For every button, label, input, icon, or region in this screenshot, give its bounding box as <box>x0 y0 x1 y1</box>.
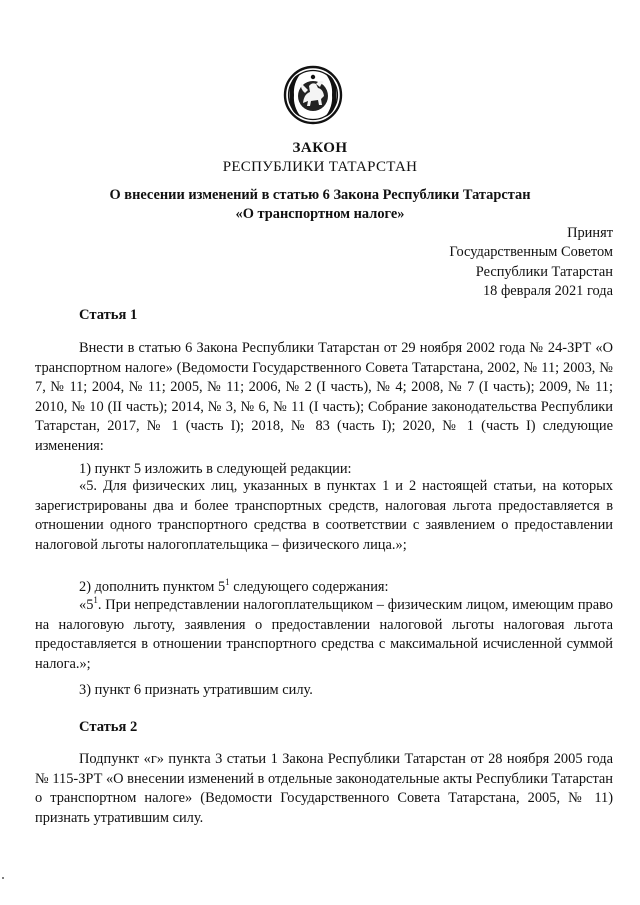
scan-mark <box>0 874 8 882</box>
document-type: ЗАКОН <box>292 140 348 156</box>
item-2-text-prefix: «5 <box>79 597 94 613</box>
adoption-line: Принят <box>567 225 613 241</box>
item-2-superscript: 1 <box>225 577 230 588</box>
law-subject-line-2: «О транспортном налоге» <box>235 206 405 222</box>
adoption-line: Республики Татарстан <box>475 263 613 280</box>
article-1-item-2 <box>35 578 613 598</box>
adoption-date: 18 февраля 2021 года <box>482 283 613 300</box>
law-subject-line-1: О внесении изменений в статью 6 Закона Республики Татарстан <box>109 187 531 203</box>
article-1-heading: Статья 1 <box>79 307 138 323</box>
article-1-item-3: 3) пункт 6 признать утратившим силу. <box>79 682 313 698</box>
article-1-item-1-text: «5. Для физических лиц, указанных в пунктах 1 и 2 настоящей статьи, на которых зарегистрированы два и более транспортных средств, налоговая льгота предоставляется в отношении одного транспортного средства в соответствии с заявлением о предоставлении налоговой льготы налогоплательщика – физического лица.»; <box>35 478 613 553</box>
item-2-prefix: 2) дополнить пунктом 5 <box>79 579 226 595</box>
adoption-block <box>449 224 613 302</box>
article-1-item-2-text <box>35 596 613 674</box>
coat-of-arms-icon <box>283 65 343 125</box>
article-1-intro: Внести в статью 6 Закона Республики Татарстан от 29 ноября 2002 года № 24-ЗРТ «О транспортном налоге» (Ведомости Государственного Совета Татарстана, 2002, № 11; 2003, № 7, № 11; 2004, № 11; 2005, № 11; 2006, № 2 (I часть), № 4; 2008, № 7 (I часть); 2009, № 11; 2010, № 10 (II часть); 2014, № 3, № 6, № 11 (I часть); Собрание законодательства Республики Татарстан, 2017, № 1 (часть I); 2018, № 83 (часть I); 2020, № 1 (часть I) следующие изменения: <box>35 340 613 454</box>
issuer: РЕСПУБЛИКИ ТАТАРСТАН <box>222 159 418 175</box>
article-2-heading: Статья 2 <box>79 719 138 735</box>
item-2-text-body: . При непредставлении налогоплательщиком – физическим лицом, имеющим право на налоговую льготу, заявления о предоставлении налоговой льготы налоговая льгота предоставляется в отношении транспортного средства с максимальной исчисленной суммой налога.»; <box>35 597 613 672</box>
adoption-line: Государственным Советом <box>449 244 613 261</box>
item-2-text-superscript: 1 <box>93 595 98 606</box>
item-2-suffix: следующего содержания: <box>229 579 389 595</box>
article-1-item-1: 1) пункт 5 изложить в следующей редакции: <box>79 461 352 477</box>
article-2-text: Подпункт «г» пункта 3 статьи 1 Закона Республики Татарстан от 28 ноября 2005 года № 115-ЗРТ «О внесении изменений в отдельные законодательные акты Республики Татарстан о транспортном налоге» (Ведомости Государственного Совета Татарстана, 2005, № 11) признать утратившим силу. <box>35 751 613 826</box>
